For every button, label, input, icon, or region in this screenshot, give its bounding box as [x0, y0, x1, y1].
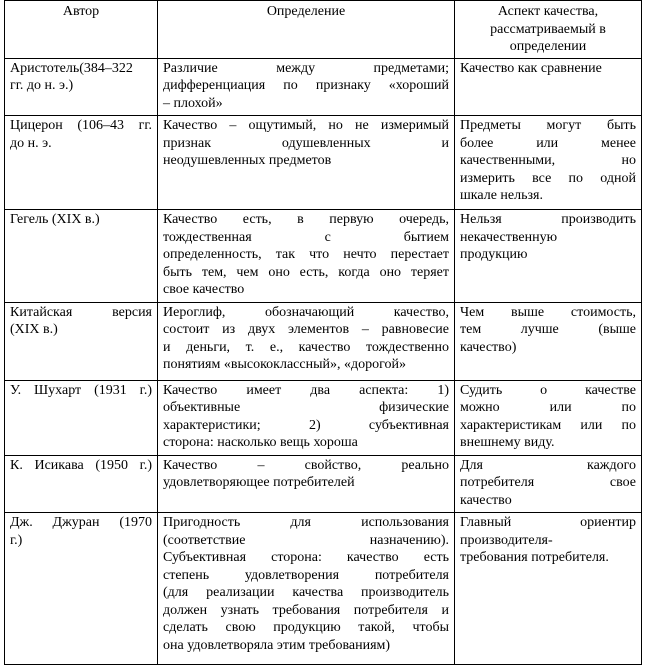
cell-text-line: Качество есть, в первую очередь,	[163, 212, 449, 227]
cell-text-line: – плохой»	[163, 95, 223, 111]
aspect-cell	[455, 210, 642, 303]
definition-cell	[158, 302, 455, 380]
header-aspect: Аспект качества, рассматриваемый в определении	[455, 1, 642, 59]
header-author: Автор	[5, 1, 158, 59]
author-cell	[5, 302, 158, 380]
cell-text-line: Нельзя производить	[460, 212, 636, 227]
cell-text-line: Качество – ощутимый, но не измеримый	[163, 118, 449, 133]
cell-text-line: Предметы могут быть	[460, 118, 636, 133]
cell-text-line: требования потребителя.	[460, 550, 609, 565]
cell-text-line: Чем выше стоимость,	[460, 304, 636, 320]
document-page	[4, 0, 641, 665]
cell-text-line: качество	[460, 492, 512, 508]
cell-text-line: тем лучше (выше	[460, 322, 636, 337]
aspect-cell	[455, 380, 642, 455]
cell-text-line: должен узнать требования потребителя и	[163, 602, 449, 618]
cell-text-line: дифференциация по признаку «хороший	[163, 78, 449, 93]
aspect-cell	[455, 58, 642, 116]
aspect-cell	[455, 302, 642, 380]
cell-text-line: (XIX в.)	[10, 322, 58, 337]
aspect-cell	[455, 116, 642, 210]
cell-text-line: и деньги, т. е., качество тождественно	[163, 339, 449, 355]
aspect-cell	[455, 455, 642, 513]
cell-text-line: некачественную	[460, 229, 558, 245]
cell-text-line: Гегель (XIX в.)	[10, 212, 100, 227]
author-cell	[5, 210, 158, 303]
cell-text-line: продукцию	[460, 247, 528, 262]
quality-definitions-table	[4, 0, 642, 665]
table-row	[5, 455, 642, 513]
cell-text-line: потребителя свое	[460, 475, 636, 490]
cell-text-line: можно или по	[460, 400, 636, 415]
cell-text-line: определенность, так что нечто перестает	[163, 247, 449, 262]
cell-text-line: Пригодность для использования	[163, 515, 449, 530]
author-cell	[5, 380, 158, 455]
cell-text-line: Китайская версия	[10, 304, 152, 320]
definition-cell	[158, 210, 455, 303]
cell-text-line: Качество – свойство, реально	[163, 457, 449, 473]
author-cell	[5, 58, 158, 116]
cell-text-line: Иероглиф, обозначающий качество,	[163, 304, 449, 320]
definition-cell	[158, 513, 455, 665]
table-row	[5, 302, 642, 380]
cell-text-line: (для реализации качества производитель	[163, 585, 449, 600]
definition-cell	[158, 58, 455, 116]
cell-text-line: Цицерон (106–43 гг.	[10, 118, 152, 133]
cell-text-line: Качество имеет два аспекта: 1)	[163, 382, 449, 398]
definition-cell	[158, 116, 455, 210]
cell-text-line: свое качество	[163, 282, 245, 297]
cell-text-line: удовлетворяющее потребителей	[163, 475, 355, 490]
cell-text-line: Дж. Джуран (1970	[10, 515, 152, 530]
table-header-row	[5, 1, 642, 59]
cell-text-line: степень удовлетворения потребителя	[163, 567, 449, 583]
cell-text-line: качество)	[460, 339, 517, 355]
cell-text-line: шкале нельзя.	[460, 188, 543, 203]
cell-text-line: объективные физические	[163, 400, 449, 415]
cell-text-line: состоит из двух элементов – равновесие	[163, 322, 449, 337]
cell-text-line: до н. э.	[10, 135, 52, 151]
cell-text-line: Качество как сравнение	[460, 60, 602, 76]
cell-text-line: неодушевленных предметов	[163, 153, 332, 168]
cell-text-line: г.)	[10, 532, 23, 548]
table-row	[5, 58, 642, 116]
header-definition: Определение	[158, 1, 455, 59]
cell-text-line: (соответствие назначению).	[163, 532, 449, 548]
cell-text-line: понятиям «высококлассный», «дорогой»	[163, 357, 406, 372]
cell-text-line: Аристотель(384–322	[10, 60, 133, 76]
cell-text-line: характеристики; 2) субъективная	[163, 417, 449, 433]
author-cell	[5, 513, 158, 665]
cell-text-line: Главный ориентир	[460, 515, 636, 530]
cell-text-line: производителя-	[460, 532, 553, 548]
author-cell	[5, 455, 158, 513]
aspect-cell	[455, 513, 642, 665]
cell-text-line: У. Шухарт (1931 г.)	[10, 382, 152, 398]
definition-cell	[158, 455, 455, 513]
cell-text-line: гг. до н. э.)	[10, 78, 74, 93]
table-row	[5, 513, 642, 665]
author-cell	[5, 116, 158, 210]
cell-text-line: измерить все по одной	[460, 170, 636, 186]
cell-text-line: характеристикам или по	[460, 417, 636, 433]
cell-text-line: Субъективная сторона: качество есть	[163, 550, 449, 565]
cell-text-line: качественными, но	[460, 153, 636, 168]
table-row	[5, 380, 642, 455]
cell-text-line: признак одушевленных и	[163, 135, 449, 151]
cell-text-line: тождественная с бытием	[163, 229, 449, 245]
cell-text-line: внешнему виду.	[460, 435, 555, 450]
cell-text-line: Судить о качестве	[460, 382, 636, 398]
definition-cell	[158, 380, 455, 455]
cell-text-line: она удовлетворяла этим требованиям)	[163, 637, 391, 653]
cell-text-line: К. Исикава (1950 г.)	[10, 457, 152, 473]
cell-text-line: сторона: насколько вещь хороша	[163, 435, 358, 450]
cell-text-line: быть тем, чем оно есть, когда оно теряет	[163, 264, 449, 280]
cell-text-line: Различие между предметами;	[163, 60, 449, 76]
cell-text-line: сделать свою продукцию такой, чтобы	[163, 620, 449, 635]
cell-text-line: Для каждого	[460, 457, 636, 473]
table-row	[5, 116, 642, 210]
table-row	[5, 210, 642, 303]
cell-text-line: более или менее	[460, 135, 636, 151]
